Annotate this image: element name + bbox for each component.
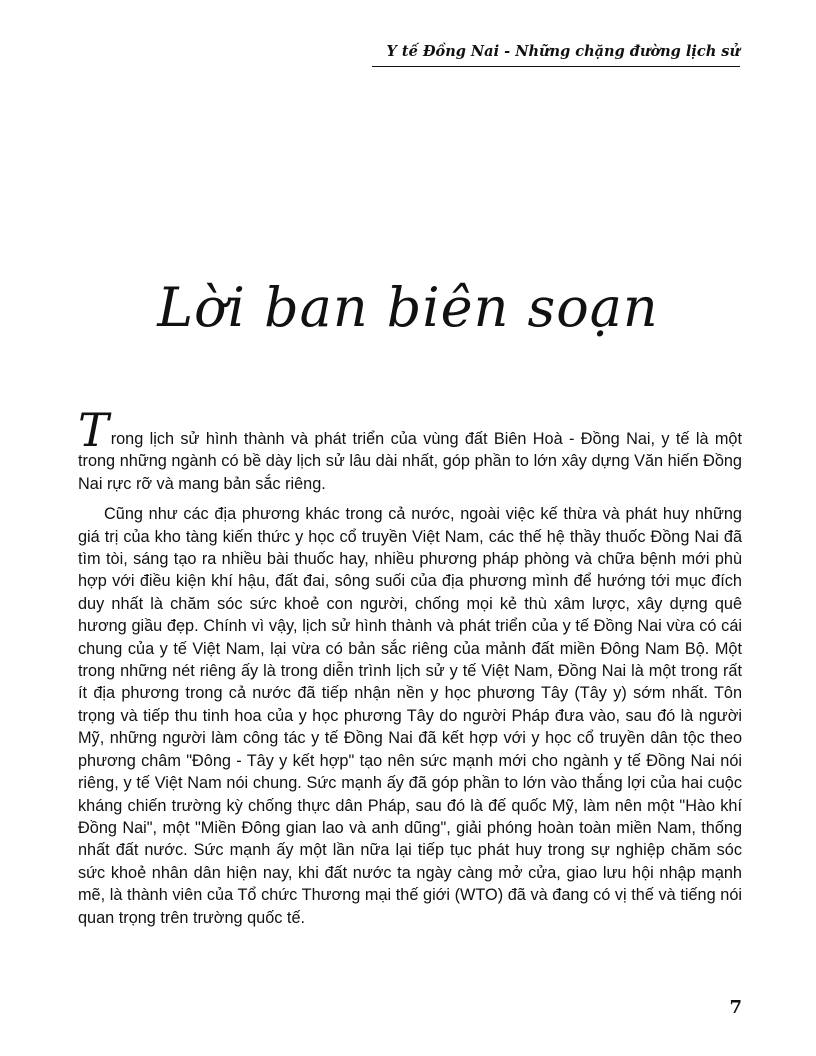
page-number: 7 <box>729 997 742 1018</box>
drop-cap: T <box>78 403 109 457</box>
body-text <box>78 403 742 937</box>
section-title: Lời ban biên soạn <box>157 276 659 339</box>
paragraph-2: Cũng như các địa phương khác trong cả nước, ngoài việc kế thừa và phát huy những giá trị của kho tàng kiến thức y học cổ truyền Việt Nam, các thế hệ thầy thuốc Đồng Nai đã tìm tòi, sáng tạo ra nhiều bài thuốc hay, nhiều phương pháp phòng và chữa bệnh mới phù hợp với điều kiện khí hậu, đất đai, sông suối của địa phương mình để hướng tới mục đích duy nhất là chăm sóc sức khoẻ con người, chống mọi kẻ thù xâm lược, xây dựng quê hương giầu đẹp. Chính vì vậy, lịch sử hình thành và phát triển của y tế Đồng Nai vừa có cái chung của y tế Việt Nam, lại vừa có bản sắc riêng của mảnh đất miền Đông Nam Bộ. Một trong những nét riêng ấy là trong diễn trình lịch sử y tế Việt Nam, Đồng Nai là một trong rất ít địa phương trong cả nước đã tiếp nhận nền y học phương Tây (Tây y) sớm nhất. Tôn trọng và tiếp thu tinh hoa của y học phương Tây do người Pháp đưa vào, sau đó là người Mỹ, những người làm công tác y tế Đồng Nai đã kết hợp với y học cổ truyền dân tộc theo phương châm "Đông - Tây y kết hợp" tạo nên sức mạnh mới cho ngành y tế Đồng Nai nói riêng, y tế Việt Nam nói chung. Sức mạnh ấy đã góp phần to lớn vào thắng lợi của hai cuộc kháng chiến trường kỳ chống thực dân Pháp, sau đó là đế quốc Mỹ, làm nên một "Hào khí Đồng Nai", một "Miền Đông gian lao và anh dũng", giải phóng hoàn toàn miền Nam, thống nhất đất nước. Sức mạnh ấy một lần nữa lại tiếp tục phát huy trong sự nghiệp chăm sóc sức khoẻ nhân dân hiện nay, khi đất nước ta ngày càng mở cửa, giao lưu hội nhập mạnh mẽ, là thành viên của Tổ chức Thương mại thế giới (WTO) đã và đang có vị thế và tiếng nói quan trọng trên trường quốc tế. <box>78 505 742 927</box>
paragraph-1 <box>78 403 742 495</box>
paragraph-1-text: rong lịch sử hình thành và phát triển của vùng đất Biên Hoà - Đồng Nai, y tế là một trong những ngành có bề dày lịch sử lâu dài nhất, góp phần to lớn xây dựng Văn hiến Đồng Nai rực rỡ và mang bản sắc riêng. <box>78 430 742 493</box>
running-header: Y tế Đồng Nai - Những chặng đường lịch sử <box>372 42 740 67</box>
